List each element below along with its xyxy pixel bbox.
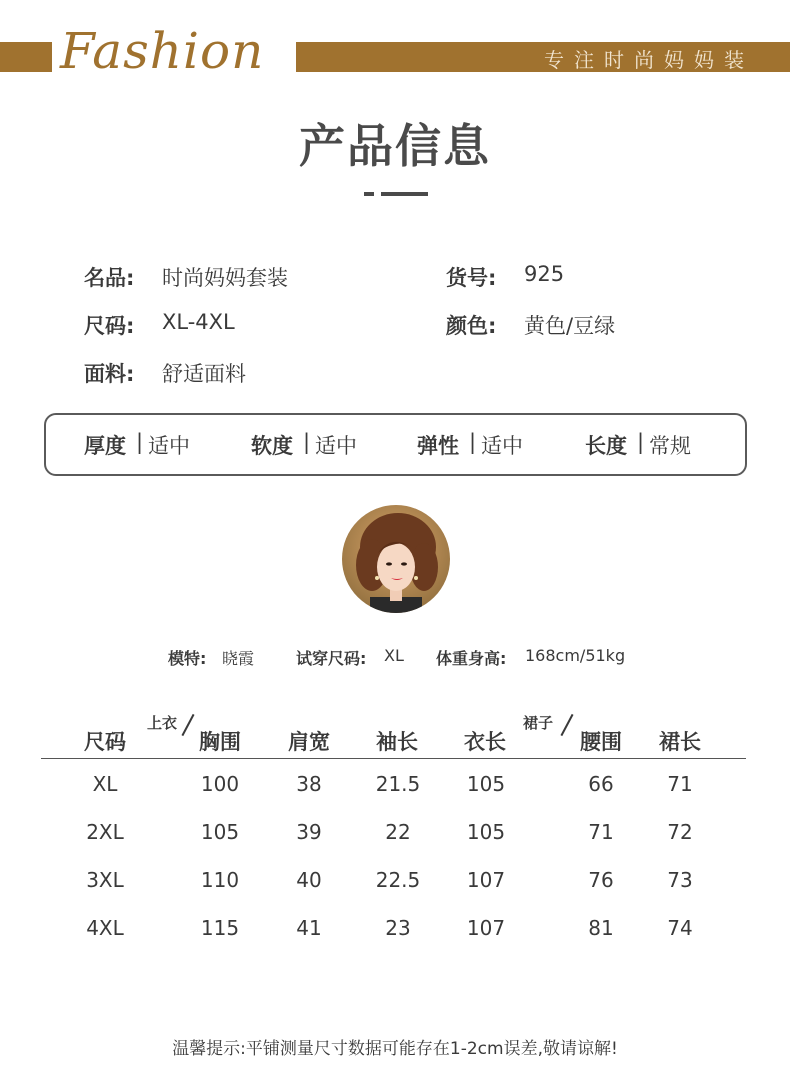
- title-divider-short: [364, 192, 374, 196]
- header-bar-left: [0, 42, 52, 72]
- title-divider-long: [381, 192, 428, 196]
- softness-value: 适中: [315, 434, 357, 458]
- cell-shoulder: 41: [296, 916, 322, 940]
- length-label: 长度: [585, 434, 627, 458]
- header-group-skirt: 裙子: [523, 714, 554, 732]
- cell-sleeve: 22.5: [375, 868, 421, 892]
- model-portrait-icon: [342, 505, 450, 613]
- product-name-label: 名品:: [84, 266, 135, 290]
- attribute-separator: |: [469, 430, 477, 454]
- cell-skirt-length: 74: [667, 916, 693, 940]
- cell-shoulder: 38: [296, 772, 322, 796]
- elasticity-label: 弹性: [417, 434, 459, 458]
- model-name-value: 晓霞: [222, 649, 255, 668]
- cell-bust: 110: [200, 868, 240, 892]
- header-top-length: 衣长: [464, 730, 506, 754]
- cell-bust: 105: [200, 820, 240, 844]
- measurement-note: 温馨提示:平铺测量尺寸数据可能存在1-2cm误差,敬请谅解!: [172, 1039, 618, 1059]
- item-number-value: 925: [524, 262, 565, 286]
- cell-bust: 100: [200, 772, 240, 796]
- header-shoulder: 肩宽: [288, 730, 330, 754]
- brand-logo: Fashion: [60, 22, 265, 80]
- softness-label: 软度: [251, 434, 293, 458]
- cell-top-length: 107: [466, 868, 506, 892]
- item-number-label: 货号:: [446, 266, 497, 290]
- header-slash: [181, 714, 194, 736]
- cell-bust: 115: [200, 916, 240, 940]
- elasticity-value: 适中: [481, 434, 523, 458]
- cell-top-length: 105: [466, 820, 506, 844]
- color-label: 颜色:: [446, 314, 497, 338]
- cell-shoulder: 39: [296, 820, 322, 844]
- cell-waist: 71: [588, 820, 614, 844]
- header-sleeve: 袖长: [376, 730, 418, 754]
- header-slash: [560, 714, 573, 736]
- header-size: 尺码: [84, 730, 126, 754]
- product-name-value: 时尚妈妈套装: [162, 266, 288, 290]
- attribute-separator: |: [136, 430, 144, 454]
- fabric-label: 面料:: [84, 362, 135, 386]
- thickness-value: 适中: [148, 434, 190, 458]
- header-skirt-length: 裙长: [659, 730, 701, 754]
- table-divider: [41, 758, 746, 759]
- cell-skirt-length: 72: [667, 820, 693, 844]
- size-range-label: 尺码:: [84, 314, 135, 338]
- cell-waist: 81: [588, 916, 614, 940]
- cell-skirt-length: 73: [667, 868, 693, 892]
- trial-size-value: XL: [384, 646, 404, 665]
- model-avatar: [342, 505, 450, 613]
- cell-top-length: 107: [466, 916, 506, 940]
- attribute-separator: |: [637, 430, 645, 454]
- cell-size: XL: [92, 772, 118, 796]
- cell-shoulder: 40: [296, 868, 322, 892]
- body-stats-value: 168cm/51kg: [525, 646, 626, 665]
- model-name-label: 模特:: [168, 649, 207, 668]
- trial-size-label: 试穿尺码:: [296, 649, 367, 668]
- size-range-value: XL-4XL: [162, 310, 235, 334]
- fabric-value: 舒适面料: [162, 362, 246, 386]
- body-stats-label: 体重身高:: [436, 649, 507, 668]
- cell-sleeve: 23: [385, 916, 411, 940]
- thickness-label: 厚度: [84, 434, 126, 458]
- cell-skirt-length: 71: [667, 772, 693, 796]
- cell-size: 3XL: [86, 868, 124, 892]
- header-bust: 胸围: [199, 730, 241, 754]
- length-value: 常规: [649, 434, 691, 458]
- cell-waist: 66: [588, 772, 614, 796]
- brand-slogan: 专注时尚妈妈装: [544, 48, 754, 72]
- cell-top-length: 105: [466, 772, 506, 796]
- cell-waist: 76: [588, 868, 614, 892]
- color-value: 黄色/豆绿: [524, 314, 616, 338]
- cell-size: 2XL: [86, 820, 124, 844]
- header-waist: 腰围: [580, 730, 622, 754]
- section-title: 产品信息: [299, 119, 491, 173]
- cell-size: 4XL: [86, 916, 124, 940]
- cell-sleeve: 22: [385, 820, 411, 844]
- header-group-top: 上衣: [147, 714, 178, 732]
- cell-sleeve: 21.5: [375, 772, 421, 796]
- attribute-separator: |: [303, 430, 311, 454]
